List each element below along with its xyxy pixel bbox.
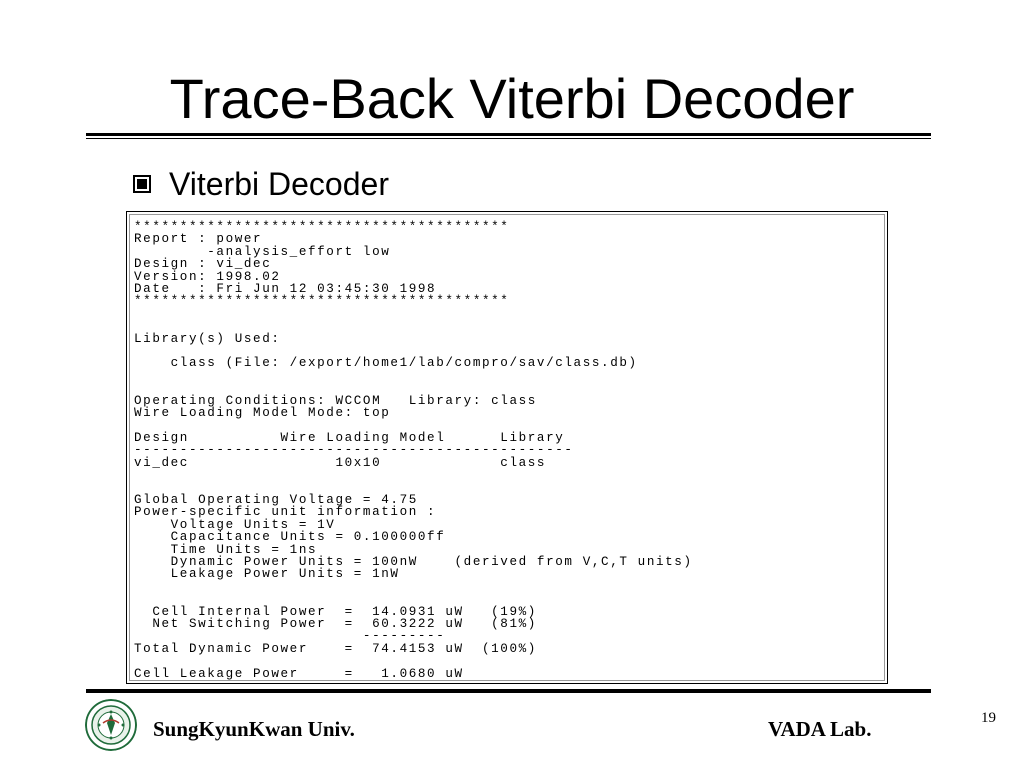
university-seal-logo (85, 699, 137, 751)
power-report-frame (129, 214, 885, 681)
bullet-item (133, 164, 389, 204)
title-divider-thick (86, 133, 931, 136)
slide-title: Trace-Back Viterbi Decoder (169, 67, 855, 130)
footer-divider (86, 689, 931, 693)
power-report-panel (126, 211, 888, 684)
power-report-text: ***************************************** Report : power -analysis_effort low Design : vi_dec Version: 1998.02 Date : Fri Jun 12 03:45:30 1998 ***************************************** Library(s) Used: class (File: /export/home1/lab/compro/sav/class.db) Operating Conditions: WCCOM Library: class Wire Loading Model Mode: top Design Wire Loading Model Library ------------------------------------------------ vi_dec 10x10 class Global Operating Voltage = 4.75 Power-specific unit information : Voltage Units = 1V Capacitance Units = 0.100000ff Time Units = 1ns Dynamic Power Units = 100nW (derived from V,C,T units) Leakage Power Units = 1nW Cell Internal Power = 14.0931 uW (19%) Net Switching Power = 60.3222 uW (81%) --------- Total Dynamic Power = 74.4153 uW (100%) Cell Leakage Power = 1.0680 uW (134, 220, 693, 681)
footer-university-name: SungKyunKwan Univ. (153, 717, 355, 741)
footer-lab-name: VADA Lab. (768, 717, 872, 741)
bullet-label: Viterbi Decoder (169, 166, 389, 202)
square-bullet-icon (133, 175, 151, 193)
page-number: 19 (981, 710, 996, 726)
title-divider-thin (86, 138, 931, 139)
